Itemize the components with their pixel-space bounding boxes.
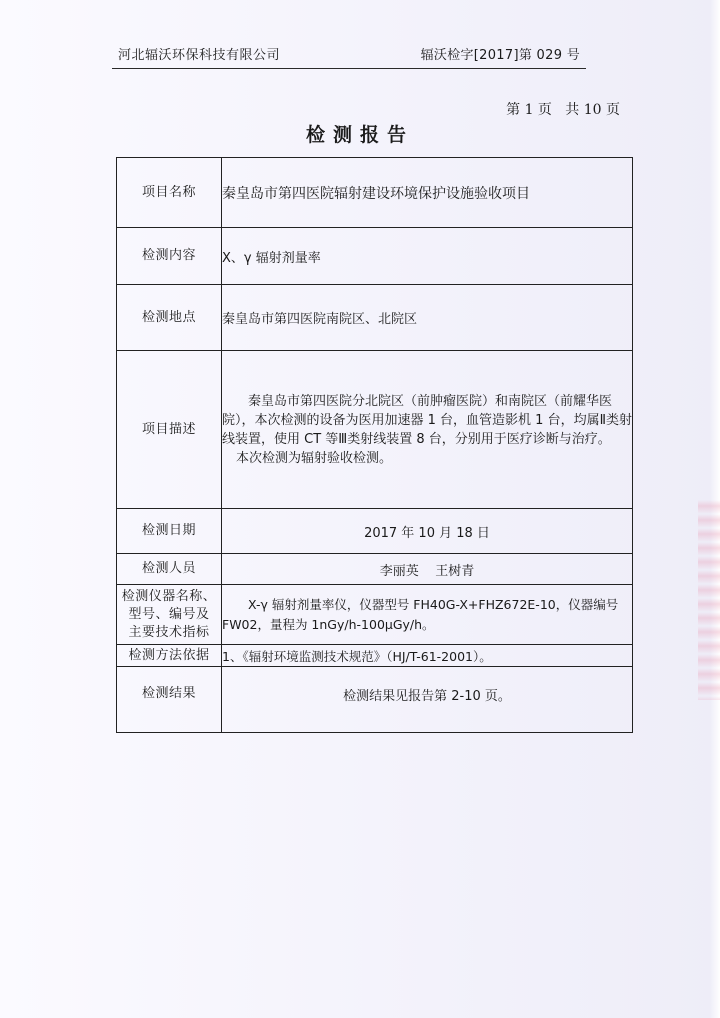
row-result <box>117 667 633 733</box>
row-test-content <box>117 228 633 285</box>
result-value: 检测结果见报告第 2-10 页。 <box>222 667 633 733</box>
method-label: 检测方法依据 <box>117 645 222 667</box>
test-content-label: 检测内容 <box>117 228 222 285</box>
project-name-value: 秦皇岛市第四医院辐射建设环境保护设施验收项目 <box>222 158 633 228</box>
instrument-label <box>117 585 222 645</box>
test-date-label: 检测日期 <box>117 509 222 554</box>
test-content-value: X、γ 辐射剂量率 <box>222 228 633 285</box>
row-method <box>117 645 633 667</box>
page-header <box>112 38 586 69</box>
test-date-value: 2017 年 10 月 18 日 <box>222 509 633 554</box>
instrument-label-line-2: 型号、编号及 <box>128 606 210 622</box>
result-label: 检测结果 <box>117 667 222 733</box>
description-paragraph-1: 秦皇岛市第四医院分北院区（前肿瘤医院）和南院区（前耀华医院），本次检测的设备为医用加速器 1 台，血管造影机 1 台，均属Ⅱ类射线装置，使用 CT 等Ⅲ类射线装置 8 台，分别用于医疗诊断与治疗。 <box>222 393 632 447</box>
row-test-location <box>117 285 633 351</box>
document-number: 辐沃检字[2017]第 029 号 <box>420 48 580 63</box>
row-project-name <box>117 158 633 228</box>
report-title: 检测报告 <box>305 124 414 146</box>
page-number: 第 1 页 共 10 页 <box>506 102 620 118</box>
row-instrument <box>117 585 633 645</box>
row-personnel <box>117 554 633 585</box>
description-value <box>222 351 633 509</box>
personnel-value: 李丽英 王树青 <box>222 554 633 585</box>
description-label: 项目描述 <box>117 351 222 509</box>
instrument-label-line-1: 检测仪器名称、 <box>121 588 217 604</box>
company-name: 河北辐沃环保科技有限公司 <box>118 48 281 63</box>
method-value: 1、《辐射环境监测技术规范》（HJ/T-61-2001）。 <box>222 645 633 667</box>
description-paragraph-2: 本次检测为辐射验收检测。 <box>236 450 393 466</box>
instrument-description: X-γ 辐射剂量率仪，仪器型号 FH40G-X+FHZ672E-10，仪器编号 FW02，量程为 1nGy/h-100μGy/h。 <box>222 596 619 632</box>
test-location-value: 秦皇岛市第四医院南院区、北院区 <box>222 285 633 351</box>
instrument-label-line-3: 主要技术指标 <box>128 624 210 640</box>
row-description <box>117 351 633 509</box>
row-test-date <box>117 509 633 554</box>
report-table <box>116 157 633 733</box>
instrument-value <box>222 585 633 645</box>
personnel-label: 检测人员 <box>117 554 222 585</box>
project-name-label: 项目名称 <box>117 158 222 228</box>
test-location-label: 检测地点 <box>117 285 222 351</box>
seal-bleed-mark <box>698 500 720 700</box>
